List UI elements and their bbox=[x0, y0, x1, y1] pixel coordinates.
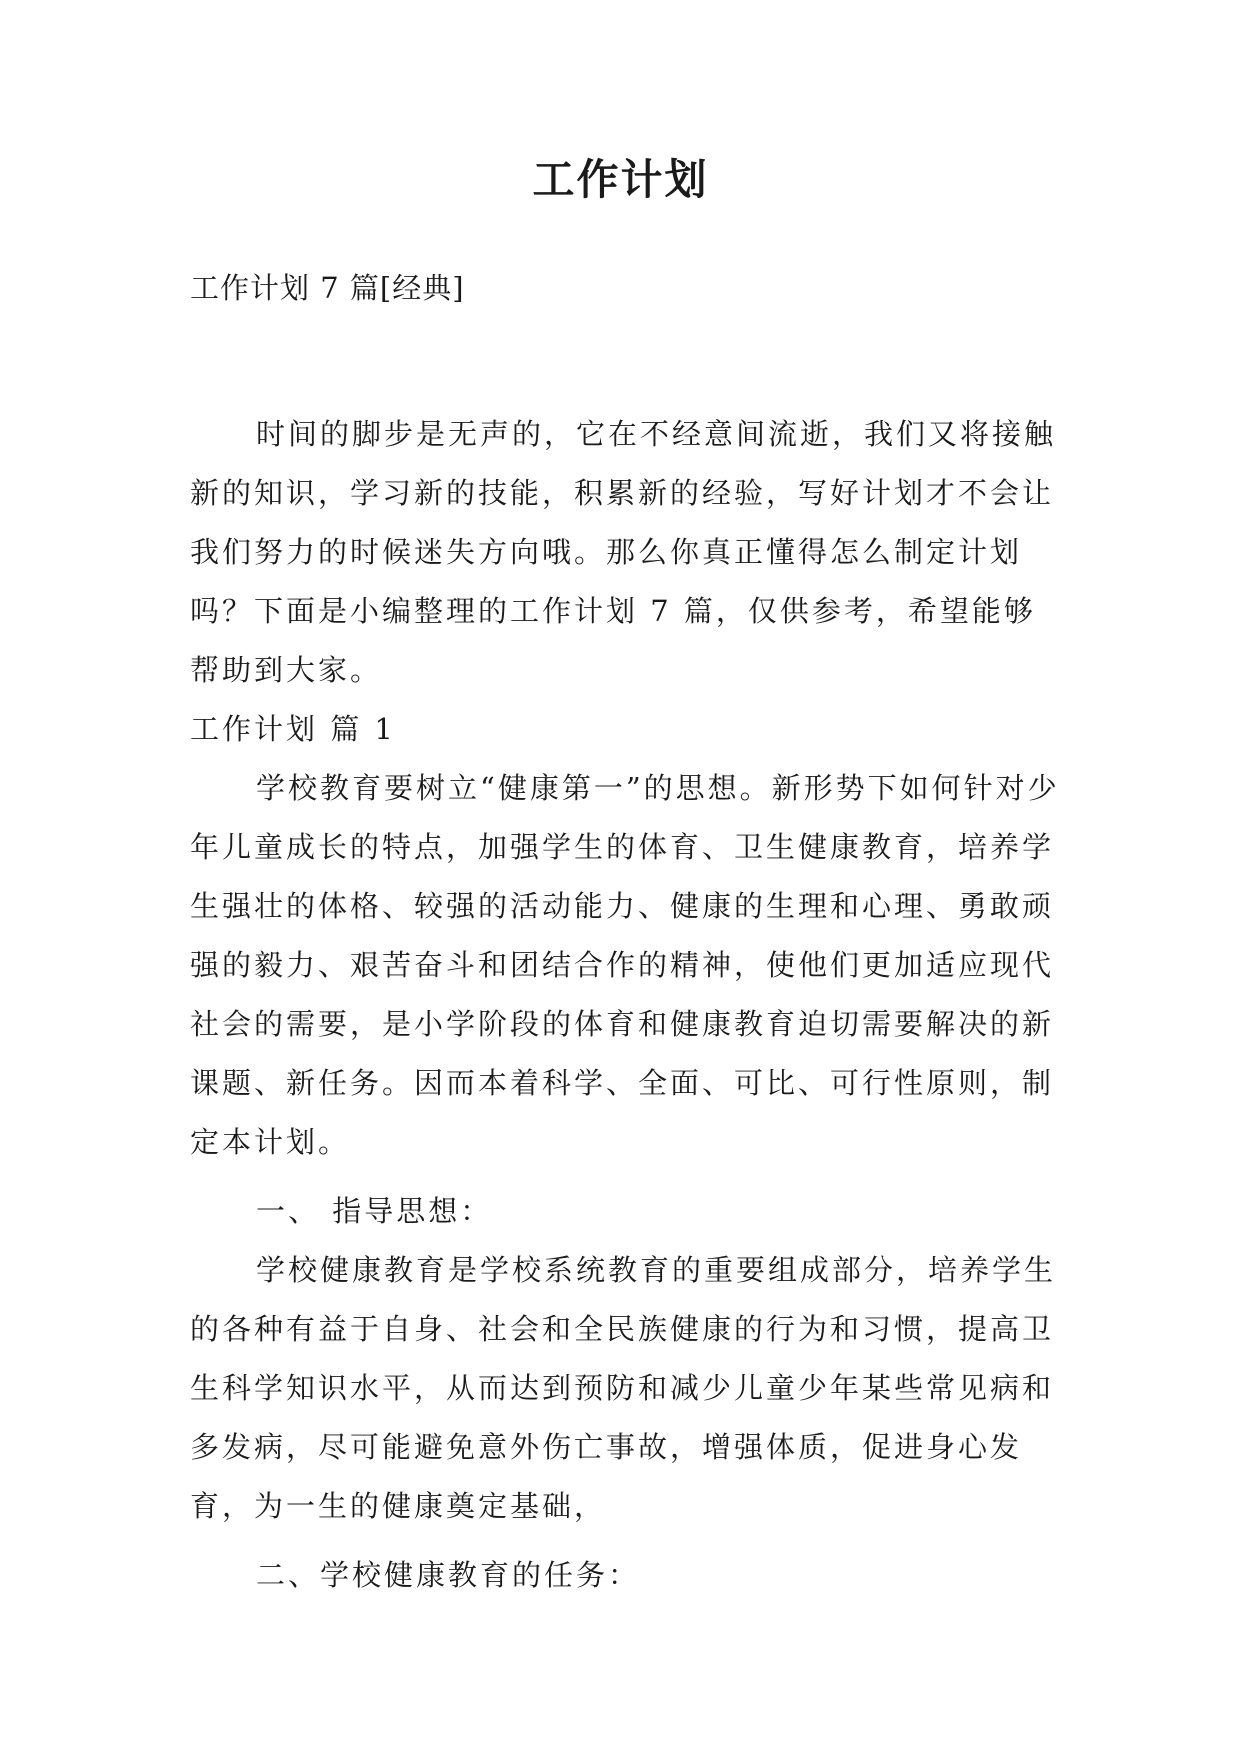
document-body bbox=[190, 405, 1060, 1605]
body-paragraph-2: 学校健康教育是学校系统教育的重要组成部分，培养学生的各种有益于自身、社会和全民族健康的行为和习惯，提高卫生科学知识水平，从而达到预防和减少儿童少年某些常见病和多发病，尽可能避免意外伤亡事故，增强体质，促进身心发育，为一生的健康奠定基础， bbox=[190, 1253, 1057, 1523]
intro-paragraph: 时间的脚步是无声的，它在不经意间流逝，我们又将接触新的知识，学习新的技能，积累新的经验，写好计划才不会让我们努力的时候迷失方向哦。那么你真正懂得怎么制定计划吗？下面是小编整理的工作计划 7 篇，仅供参考，希望能够帮助到大家。 bbox=[190, 417, 1057, 687]
body-paragraph-1: 学校教育要树立“健康第一”的思想。新形势下如何针对少年儿童成长的特点，加强学生的体育、卫生健康教育，培养学生强壮的体格、较强的活动能力、健康的生理和心理、勇敢顽强的毅力、艰苦奋斗和团结合作的精神，使他们更加适应现代社会的需要，是小学阶段的体育和健康教育迫切需要解决的新课题、新任务。因而本着科学、全面、可比、可行性原则，制定本计划。 bbox=[190, 771, 1060, 1159]
section-heading: 工作计划 篇 1 bbox=[190, 712, 396, 746]
document-title: 工作计划 bbox=[532, 155, 709, 204]
heading-guiding-ideology: 一、 指导思想： bbox=[256, 1194, 493, 1228]
document-subtitle: 工作计划 7 篇[经典] bbox=[190, 271, 465, 305]
heading-tasks: 二、学校健康教育的任务： bbox=[256, 1558, 641, 1592]
